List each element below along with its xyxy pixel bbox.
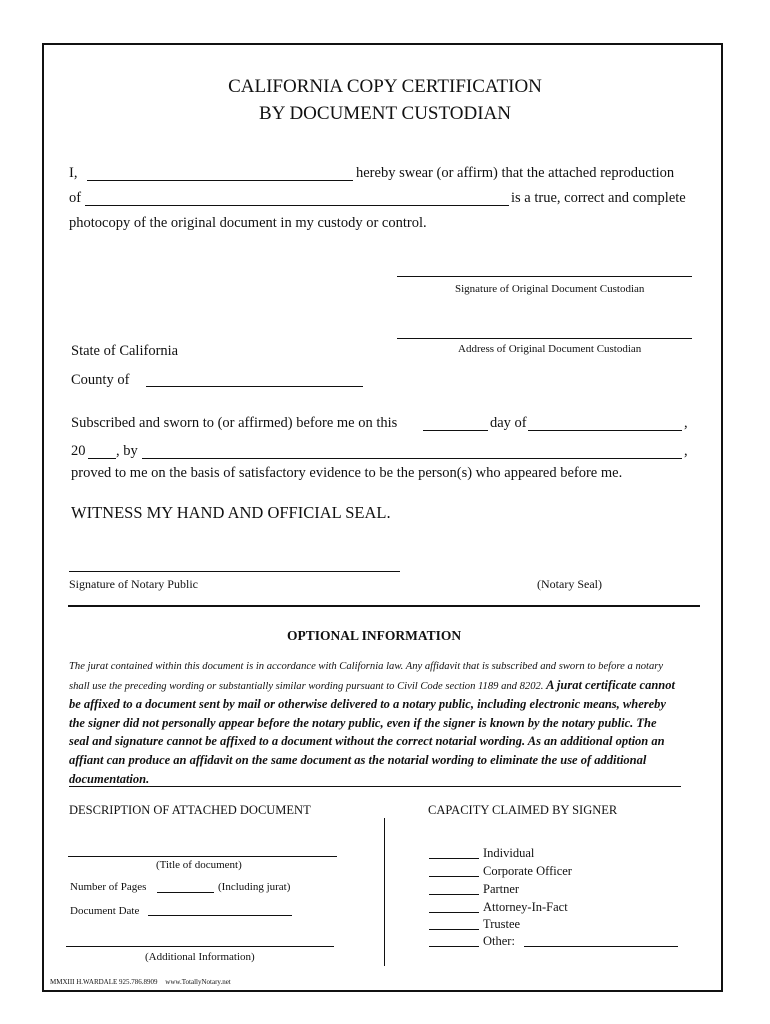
day-comma: , xyxy=(684,415,688,431)
witness-text: WITNESS MY HAND AND OFFICIAL SEAL. xyxy=(71,503,391,522)
custodian-address-line[interactable] xyxy=(397,338,692,339)
description-heading: DESCRIPTION OF ATTACHED DOCUMENT xyxy=(69,803,311,817)
notary-seal-label: (Notary Seal) xyxy=(537,577,602,591)
partner-checkline[interactable] xyxy=(429,894,479,895)
day-of-label: day of xyxy=(490,415,527,431)
optional-heading: OPTIONAL INFORMATION xyxy=(287,628,462,643)
optional-bold-line1: A jurat certificate cannot xyxy=(543,677,675,692)
attorney-in-fact-checkline[interactable] xyxy=(429,912,479,913)
optional-italic-line1: The jurat contained within this document is in accordance with California law. Any affidavit that is subscribed and sworn to before a notary xyxy=(69,661,664,672)
notary-signature-label: Signature of Notary Public xyxy=(69,577,198,591)
pages-line[interactable] xyxy=(157,892,214,893)
individual-checkline[interactable] xyxy=(429,858,479,859)
oath-of-label: of xyxy=(69,190,82,206)
custodian-address-label: Address of Original Document Custodian xyxy=(458,343,642,355)
document-description-line[interactable] xyxy=(85,205,509,206)
day-line[interactable] xyxy=(423,430,488,431)
state-label: State of California xyxy=(71,343,179,359)
column-divider xyxy=(384,818,385,966)
capacity-partner: Partner xyxy=(483,882,520,896)
footer-copyright-text: MMXIII H.WARDALE 925.786.8909 xyxy=(50,978,158,986)
form-title-line1: CALIFORNIA COPY CERTIFICATION xyxy=(228,76,542,97)
additional-info-line[interactable] xyxy=(66,946,334,947)
optional-bold-line2: be affixed to a document sent by mail or otherwise delivered to a notary public, including electronic means, whereby xyxy=(69,697,666,712)
capacity-corporate-officer: Corporate Officer xyxy=(483,864,572,878)
notary-signature-line[interactable] xyxy=(69,571,400,572)
capacity-individual: Individual xyxy=(483,846,535,860)
year-prefix: 20 xyxy=(71,443,86,459)
oath-true-text: is a true, correct and complete xyxy=(511,190,686,206)
including-jurat-label: (Including jurat) xyxy=(218,881,291,893)
optional-italic-line2: shall use the preceding wording or substantially similar wording pursuant to Civil Code section 1189 and 8202. xyxy=(69,680,544,692)
by-label: , by xyxy=(116,443,138,459)
optional-bold-line6: documentation. xyxy=(69,771,150,786)
other-specify-line[interactable] xyxy=(524,946,678,947)
capacity-trustee: Trustee xyxy=(483,917,521,931)
custodian-name-line[interactable] xyxy=(87,180,353,181)
subscribed-text: Subscribed and sworn to (or affirmed) before me on this xyxy=(71,415,398,431)
county-label: County of xyxy=(71,372,130,388)
pages-label: Number of Pages xyxy=(70,881,147,893)
trustee-checkline[interactable] xyxy=(429,929,479,930)
custodian-signature-label: Signature of Original Document Custodian xyxy=(455,283,645,295)
capacity-other: Other: xyxy=(483,934,515,948)
proved-text: proved to me on the basis of satisfactory evidence to be the person(s) who appeared before me. xyxy=(71,465,623,481)
oath-photocopy-text: photocopy of the original document in my custody or control. xyxy=(69,215,427,231)
title-of-document-line[interactable] xyxy=(68,856,337,857)
capacity-heading: CAPACITY CLAIMED BY SIGNER xyxy=(428,803,618,817)
other-checkline[interactable] xyxy=(429,946,479,947)
signer-name-line[interactable] xyxy=(142,458,682,459)
section-divider xyxy=(68,605,700,607)
month-line[interactable] xyxy=(528,430,682,431)
form-title-line2: BY DOCUMENT CUSTODIAN xyxy=(259,103,511,124)
year-line[interactable] xyxy=(88,458,116,459)
document-date-line[interactable] xyxy=(148,915,292,916)
footer-website: www.TotallyNotary.net xyxy=(165,978,231,986)
by-comma: , xyxy=(684,443,688,459)
corporate-officer-checkline[interactable] xyxy=(429,876,479,877)
optional-divider xyxy=(69,786,681,787)
oath-swear-text: hereby swear (or affirm) that the attached reproduction xyxy=(356,165,675,181)
footer-copyright xyxy=(50,978,231,986)
optional-bold-line4: seal and signature cannot be affixed to a document without the correct notarial wording. As an additional option an xyxy=(69,734,665,749)
optional-bold-line5: affiant can produce an affidavit on the same document as the notarial wording to eliminate the use of additional xyxy=(69,752,647,767)
title-of-document-label: (Title of document) xyxy=(156,859,242,871)
custodian-signature-line[interactable] xyxy=(397,276,692,277)
optional-paragraph xyxy=(69,656,697,788)
oath-i-label: I, xyxy=(69,165,78,181)
additional-info-label: (Additional Information) xyxy=(145,951,255,963)
capacity-attorney-in-fact: Attorney-In-Fact xyxy=(483,900,568,914)
optional-bold-line3: the signer did not personally appear before the notary public, even if the signer is known by the notary public. The xyxy=(69,715,657,730)
document-date-label: Document Date xyxy=(70,905,140,917)
county-line[interactable] xyxy=(146,386,363,387)
